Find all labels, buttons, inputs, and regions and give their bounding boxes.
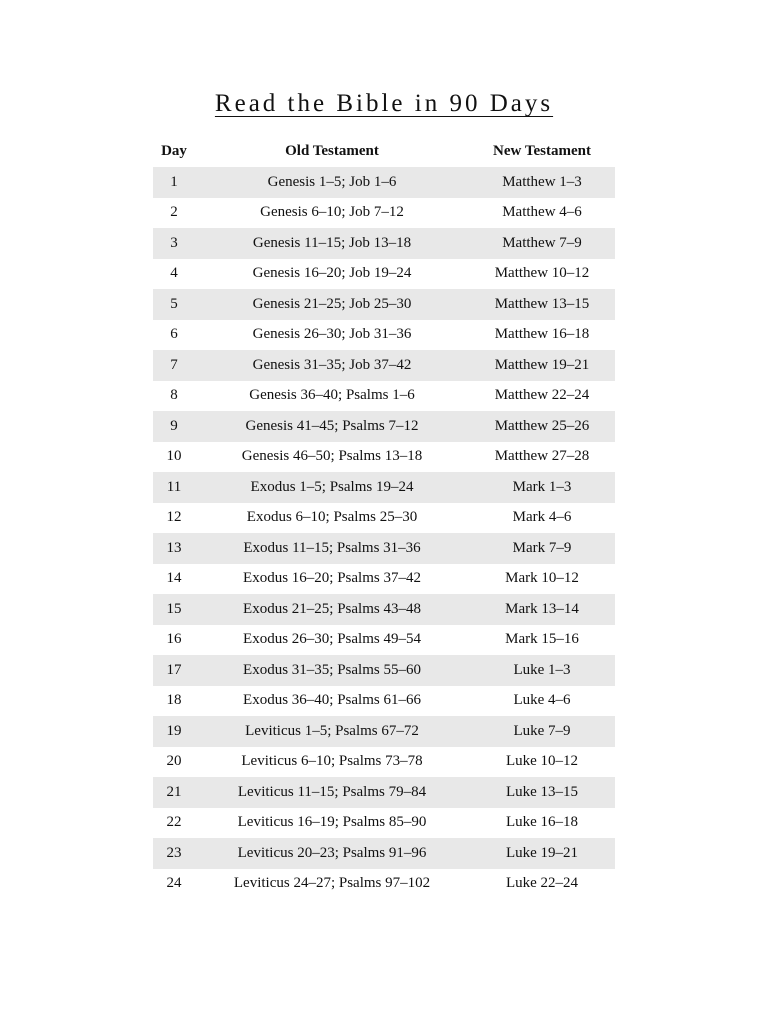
table-row xyxy=(153,533,615,564)
day-cell: 6 xyxy=(170,326,178,343)
page-title xyxy=(0,86,768,122)
old-testament-cell: Leviticus 24–27; Psalms 97–102 xyxy=(233,875,431,892)
day-cell: 7 xyxy=(153,350,195,381)
new-testament-cell: Matthew 27–28 xyxy=(494,448,590,465)
new-testament-cell: Luke 19–21 xyxy=(469,838,615,869)
table-row xyxy=(153,716,615,747)
table-row xyxy=(153,198,615,229)
new-testament-cell: Luke 22–24 xyxy=(505,875,579,892)
table-row xyxy=(153,228,615,259)
new-testament-cell: Mark 7–9 xyxy=(469,533,615,564)
day-cell: 13 xyxy=(153,533,195,564)
old-testament-cell: Genesis 36–40; Psalms 1–6 xyxy=(249,387,415,404)
day-cell: 3 xyxy=(153,228,195,259)
old-testament-cell: Exodus 11–15; Psalms 31–36 xyxy=(195,533,469,564)
new-testament-cell: Matthew 16–18 xyxy=(494,326,590,343)
day-cell: 20 xyxy=(166,753,182,770)
old-testament-cell: Genesis 21–25; Job 25–30 xyxy=(195,289,469,320)
day-cell: 21 xyxy=(153,777,195,808)
old-testament-cell: Leviticus 6–10; Psalms 73–78 xyxy=(241,753,423,770)
new-testament-cell: Luke 16–18 xyxy=(505,814,579,831)
old-testament-cell: Leviticus 11–15; Psalms 79–84 xyxy=(195,777,469,808)
new-testament-cell: Luke 4–6 xyxy=(513,692,571,709)
table-row xyxy=(153,655,615,686)
old-testament-cell: Genesis 1–5; Job 1–6 xyxy=(195,167,469,198)
table-row xyxy=(153,289,615,320)
page-title-text: Read the Bible in 90 Days xyxy=(214,90,554,117)
table-row xyxy=(153,625,615,656)
header-day: Day xyxy=(161,143,187,159)
old-testament-cell: Exodus 16–20; Psalms 37–42 xyxy=(243,570,421,587)
new-testament-cell: Mark 15–16 xyxy=(505,631,579,648)
old-testament-cell: Genesis 26–30; Job 31–36 xyxy=(252,326,412,343)
old-testament-cell: Exodus 36–40; Psalms 61–66 xyxy=(243,692,421,709)
table-row xyxy=(153,838,615,869)
old-testament-cell: Genesis 11–15; Job 13–18 xyxy=(195,228,469,259)
table-row xyxy=(153,503,615,534)
table-row xyxy=(153,564,615,595)
new-testament-cell: Mark 10–12 xyxy=(505,570,579,587)
old-testament-cell: Exodus 21–25; Psalms 43–48 xyxy=(195,594,469,625)
reading-schedule-table xyxy=(153,136,615,899)
old-testament-cell: Genesis 41–45; Psalms 7–12 xyxy=(195,411,469,442)
day-cell: 8 xyxy=(170,387,178,404)
day-cell: 19 xyxy=(153,716,195,747)
day-cell: 18 xyxy=(166,692,182,709)
table-row xyxy=(153,259,615,290)
table-body xyxy=(153,167,615,899)
old-testament-cell: Exodus 1–5; Psalms 19–24 xyxy=(195,472,469,503)
day-cell: 4 xyxy=(170,265,178,282)
old-testament-cell: Exodus 6–10; Psalms 25–30 xyxy=(246,509,418,526)
table-row xyxy=(153,777,615,808)
new-testament-cell: Matthew 19–21 xyxy=(469,350,615,381)
day-cell: 22 xyxy=(166,814,182,831)
old-testament-cell: Exodus 26–30; Psalms 49–54 xyxy=(243,631,421,648)
header-old-testament: Old Testament xyxy=(285,143,379,159)
new-testament-cell: Mark 13–14 xyxy=(469,594,615,625)
old-testament-cell: Leviticus 1–5; Psalms 67–72 xyxy=(195,716,469,747)
new-testament-cell: Luke 1–3 xyxy=(469,655,615,686)
day-cell: 10 xyxy=(166,448,182,465)
table-row xyxy=(153,747,615,778)
day-cell: 14 xyxy=(166,570,182,587)
old-testament-cell: Genesis 31–35; Job 37–42 xyxy=(195,350,469,381)
table-row xyxy=(153,350,615,381)
old-testament-cell: Genesis 6–10; Job 7–12 xyxy=(260,204,404,221)
day-cell: 5 xyxy=(153,289,195,320)
new-testament-cell: Mark 1–3 xyxy=(469,472,615,503)
day-cell: 9 xyxy=(153,411,195,442)
new-testament-cell: Matthew 7–9 xyxy=(469,228,615,259)
table-row xyxy=(153,594,615,625)
day-cell: 12 xyxy=(166,509,182,526)
new-testament-cell: Matthew 10–12 xyxy=(494,265,590,282)
new-testament-cell: Luke 10–12 xyxy=(505,753,579,770)
table-row xyxy=(153,167,615,198)
table-row xyxy=(153,808,615,839)
table-header-row xyxy=(153,136,615,167)
day-cell: 24 xyxy=(166,875,182,892)
table-row xyxy=(153,472,615,503)
new-testament-cell: Luke 13–15 xyxy=(469,777,615,808)
day-cell: 15 xyxy=(153,594,195,625)
new-testament-cell: Matthew 13–15 xyxy=(469,289,615,320)
day-cell: 17 xyxy=(153,655,195,686)
new-testament-cell: Luke 7–9 xyxy=(469,716,615,747)
table-row xyxy=(153,686,615,717)
new-testament-cell: Matthew 1–3 xyxy=(469,167,615,198)
old-testament-cell: Genesis 46–50; Psalms 13–18 xyxy=(241,448,423,465)
old-testament-cell: Leviticus 20–23; Psalms 91–96 xyxy=(195,838,469,869)
new-testament-cell: Matthew 25–26 xyxy=(469,411,615,442)
table-row xyxy=(153,381,615,412)
day-cell: 2 xyxy=(170,204,178,221)
old-testament-cell: Exodus 31–35; Psalms 55–60 xyxy=(195,655,469,686)
table-row xyxy=(153,411,615,442)
day-cell: 16 xyxy=(166,631,182,648)
old-testament-cell: Leviticus 16–19; Psalms 85–90 xyxy=(237,814,427,831)
table-row xyxy=(153,869,615,900)
new-testament-cell: Mark 4–6 xyxy=(512,509,572,526)
day-cell: 1 xyxy=(153,167,195,198)
new-testament-cell: Matthew 4–6 xyxy=(502,204,582,221)
day-cell: 11 xyxy=(153,472,195,503)
old-testament-cell: Genesis 16–20; Job 19–24 xyxy=(252,265,412,282)
table-row xyxy=(153,320,615,351)
new-testament-cell: Matthew 22–24 xyxy=(494,387,590,404)
header-new-testament: New Testament xyxy=(493,143,591,159)
table-row xyxy=(153,442,615,473)
day-cell: 23 xyxy=(153,838,195,869)
